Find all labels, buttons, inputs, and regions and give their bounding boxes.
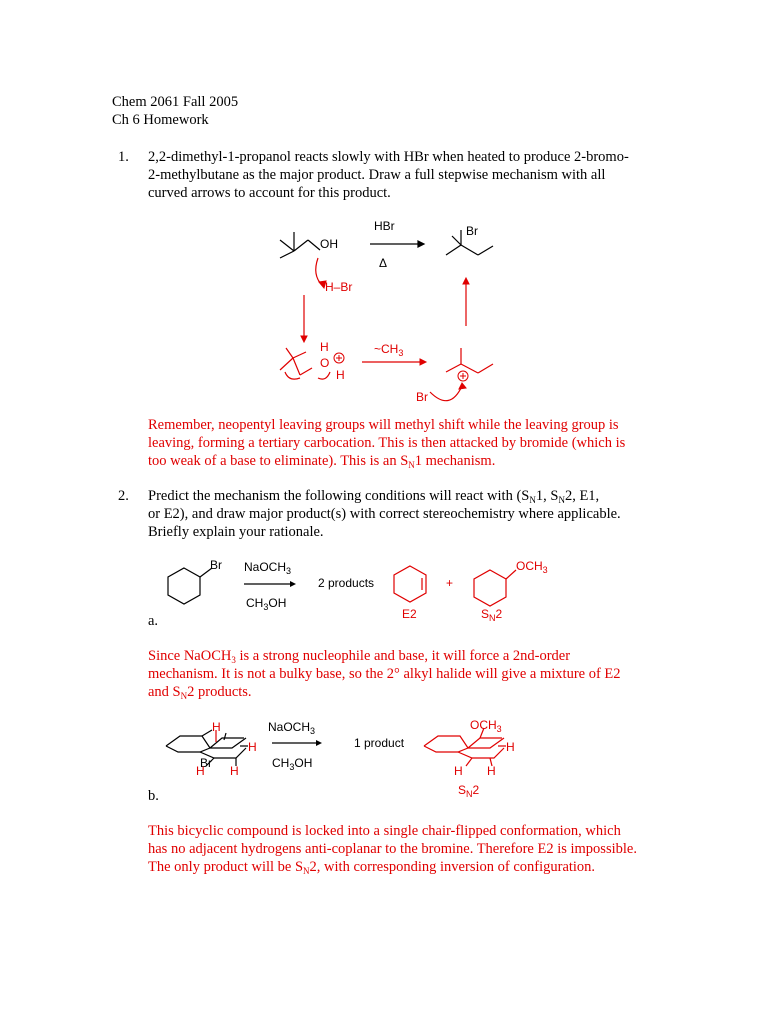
q2b-och3-label: $OCH_3$ (470, 718, 502, 734)
assignment-title: Ch 6 Homework (112, 112, 209, 128)
q1-prompt-line-3: curved arrows to account for this product. (148, 185, 391, 201)
q2a-reagent-bottom: $CH_3OH$ (246, 596, 287, 612)
bromide-anion-label: Br (416, 390, 428, 404)
q2a-part-label: a. (148, 613, 159, 629)
q2b-answer-line-3: The only product will be $S_N2$, with corresponding inversion of configuration. (148, 859, 596, 876)
q2a-outcome: 2 products (318, 576, 375, 590)
heat-condition-label: Δ (379, 256, 388, 270)
q2b-h-right: H (248, 740, 257, 754)
q2b-answer-line-2: has no adjacent hydrogens anti-coplanar to the bromine. Therefore E2 is impossible. (148, 841, 637, 857)
q2b-part-label: b. (148, 788, 159, 804)
q2-number: 2. (118, 488, 129, 504)
q2-prompt-line-1: Predict the mechanism the following conditions will react with ($S_N1$, $S_N2$, E1, (148, 488, 600, 505)
q2b-h-bottom-right: H (230, 764, 239, 778)
q2a-sn2-label: $S_N2$ (481, 607, 503, 623)
q2a-br-label: Br (210, 558, 222, 572)
course-title: Chem 2061 Fall 2005 (112, 94, 239, 110)
oh-label: OH (320, 237, 338, 251)
q2b-product-h-right: H (506, 740, 515, 754)
q2a-plus: + (446, 576, 454, 590)
q2b-h-bottom-left: H (196, 764, 205, 778)
oxonium-h-top: H (320, 340, 329, 354)
q2a-answer-line-2: mechanism. It is not a bulky base, so the 2° alkyl halide will give a mixture of E2 (148, 666, 621, 682)
q2b-reagent-top: NaOCH$_3$ (268, 720, 316, 736)
q2b-outcome: 1 product (354, 736, 405, 750)
q2a-answer-line-1: Since NaOCH$_3$ is a strong nucleophile and base, it will force a 2nd-order (148, 648, 571, 665)
q2b-answer-line-1: This bicyclic compound is locked into a single chair-flipped conformation, which (148, 823, 621, 839)
q2b-h-top: H (212, 720, 221, 734)
hbr-reagent-label: HBr (374, 219, 395, 233)
q1-prompt-line-2: 2-methylbutane as the major product. Draw a full stepwise mechanism with all (148, 167, 606, 183)
q2a-answer-line-3: and $S_N2$ products. (148, 684, 252, 701)
methyl-shift-label: $\sim CH_3$ (374, 342, 404, 358)
decalin-product (424, 728, 506, 766)
q2b-sn2-label: $S_N2$ (458, 783, 480, 799)
q1-answer-line-2: leaving, forming a tertiary carbocation. This is then attacked by bromide (which is (148, 435, 626, 451)
q2b-reagent-bottom: $CH_3OH$ (272, 756, 313, 772)
oxonium-o: O (320, 356, 330, 370)
h-br-label: H–Br (325, 280, 353, 294)
q1-number: 1. (118, 149, 129, 165)
q2-prompt-line-2: or E2), and draw major product(s) with correct stereochemistry where applicable. (148, 506, 621, 522)
q2a-reagent-top: NaOCH$_3$ (244, 560, 292, 576)
q2-prompt-line-3: Briefly explain your rationale. (148, 524, 324, 540)
q2a-e2-label: E2 (402, 607, 417, 621)
product-br-label: Br (466, 224, 478, 238)
q1-prompt-line-1: 2,2-dimethyl-1-propanol reacts slowly with HBr when heated to produce 2-bromo- (148, 149, 629, 165)
q2b-product-h-left: H (454, 764, 463, 778)
q1-answer-line-1: Remember, neopentyl leaving groups will methyl shift while the leaving group is (148, 417, 619, 433)
q2a-och3-label: $OCH_3$ (516, 559, 548, 575)
q2b-br-label: Br (200, 756, 212, 770)
q2b-product-h-bottom: H (487, 764, 496, 778)
q1-answer-line-3: too weak of a base to eliminate). This is an $S_N1$ mechanism. (148, 453, 496, 470)
oxonium-h-bottom: H (336, 368, 345, 382)
